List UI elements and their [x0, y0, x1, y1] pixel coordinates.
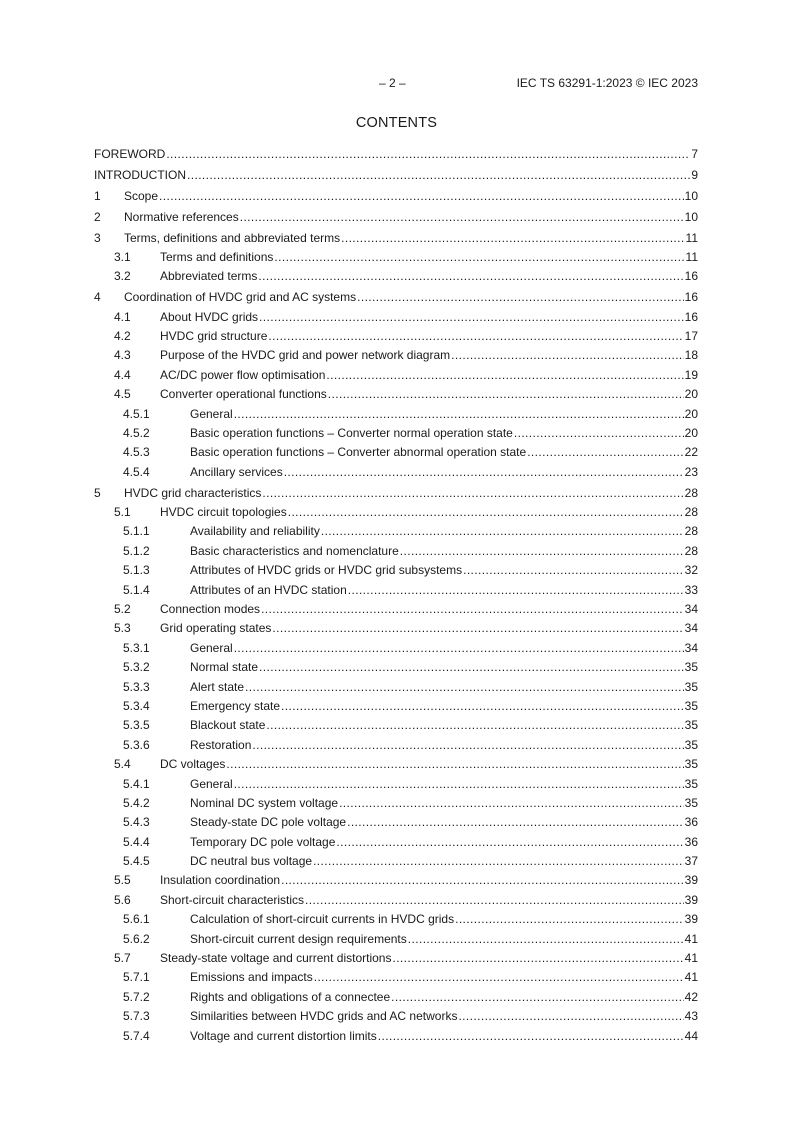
toc-entry[interactable] [94, 833, 698, 852]
toc-entry[interactable] [94, 522, 698, 541]
toc-entry[interactable] [94, 755, 698, 774]
toc-entry[interactable] [94, 775, 698, 794]
toc-entry-number: 5.7.1 [123, 970, 150, 985]
toc-entry-page: 23 [684, 464, 698, 479]
toc-entry-title: Short-circuit characteristics [160, 892, 305, 907]
toc-entry[interactable] [94, 794, 698, 813]
toc-entry-page: 37 [684, 854, 698, 869]
toc-entry-page: 11 [685, 230, 698, 245]
toc-entry-page: 36 [684, 815, 698, 830]
toc-entry-number: 5.3.6 [123, 737, 150, 752]
toc-entry[interactable] [94, 600, 698, 619]
toc-entry-number: 5.7 [114, 951, 131, 966]
toc-entry-page: 17 [684, 329, 698, 344]
toc-dot-leader [314, 968, 684, 987]
toc-entry-page: 19 [684, 367, 698, 382]
toc-entry-title: Alert state [190, 679, 245, 694]
toc-entry-page: 34 [684, 640, 698, 655]
toc-entry-number: 5 [94, 485, 101, 500]
toc-entry[interactable] [94, 891, 698, 910]
toc-entry-title: Nominal DC system voltage [190, 795, 339, 810]
toc-entry[interactable] [94, 813, 698, 832]
toc-entry-number: 5.4.3 [123, 815, 150, 830]
toc-entry-title: AC/DC power flow optimisation [160, 367, 326, 382]
toc-entry-number: 5.6.1 [123, 912, 150, 927]
toc-dot-leader [328, 385, 684, 404]
toc-entry-title: Attributes of HVDC grids or HVDC grid subsystems [190, 563, 463, 578]
toc-entry-number: 4.5.4 [123, 464, 150, 479]
toc-entry-title: Basic operation functions – Converter abnormal operation state [190, 445, 527, 460]
toc-entry-title: Ancillary services [190, 464, 283, 479]
toc-entry-page: 36 [684, 834, 698, 849]
toc-entry-title: Normative references [124, 209, 239, 224]
toc-entry-number: 5.1.4 [123, 582, 150, 597]
toc-entry[interactable] [94, 716, 698, 735]
toc-dot-leader [313, 852, 684, 871]
toc-entry[interactable] [94, 988, 698, 1007]
toc-dot-leader [272, 619, 683, 638]
toc-dot-leader [281, 697, 684, 716]
toc-entry[interactable] [94, 166, 698, 185]
toc-entry-title: Short-circuit current design requirements [190, 931, 407, 946]
toc-dot-leader [458, 1007, 683, 1026]
toc-dot-leader [259, 308, 684, 327]
toc-entry-page: 28 [684, 543, 698, 558]
toc-entry[interactable] [94, 736, 698, 755]
toc-entry-title: Voltage and current distortion limits [190, 1028, 377, 1043]
toc-entry[interactable] [94, 949, 698, 968]
toc-entry[interactable] [94, 930, 698, 949]
toc-dot-leader [266, 716, 683, 735]
toc-entry[interactable] [94, 968, 698, 987]
toc-dot-leader [341, 229, 684, 248]
toc-entry-title: Steady-state voltage and current distortions [160, 951, 392, 966]
toc-entry-title: General [190, 406, 233, 421]
toc-entry-number: 5.7.2 [123, 989, 150, 1004]
toc-entry-number: 5.4.2 [123, 795, 150, 810]
toc-entry-number: 4.5.2 [123, 425, 150, 440]
toc-entry-title: Emissions and impacts [190, 970, 313, 985]
toc-dot-leader [281, 871, 684, 890]
toc-entry-title: Basic characteristics and nomenclature [190, 543, 399, 558]
toc-dot-leader [339, 794, 684, 813]
toc-entry[interactable] [94, 871, 698, 890]
toc-entry[interactable] [94, 443, 698, 462]
toc-dot-leader [166, 145, 690, 164]
toc-entry-page: 32 [684, 563, 698, 578]
toc-entry[interactable] [94, 366, 698, 385]
contents-title: CONTENTS [355, 115, 438, 131]
toc-entry-page: 41 [684, 951, 698, 966]
toc-entry-page: 39 [684, 892, 698, 907]
toc-entry-number: 5.3.5 [123, 718, 150, 733]
toc-entry-page: 9 [691, 167, 698, 182]
toc-entry-number: 4.1 [114, 309, 131, 324]
toc-entry-page: 20 [684, 387, 698, 402]
toc-entry-number: 5.4.4 [123, 834, 150, 849]
toc-dot-leader [234, 405, 684, 424]
toc-entry-title: Restoration [190, 737, 252, 752]
toc-dot-leader [347, 813, 684, 832]
toc-entry[interactable] [94, 208, 698, 227]
toc-entry[interactable] [94, 484, 698, 503]
toc-entry-number: 5.1.3 [123, 563, 150, 578]
toc-dot-leader [408, 930, 684, 949]
toc-entry-number: 5.7.3 [123, 1009, 150, 1024]
toc-dot-leader [187, 166, 690, 185]
toc-entry-title: FOREWORD [94, 147, 166, 161]
toc-dot-leader [252, 736, 683, 755]
toc-entry-number: 5.1 [114, 505, 131, 520]
toc-entry[interactable] [94, 542, 698, 561]
toc-entry-title: About HVDC grids [160, 309, 259, 324]
toc-entry-page: 35 [684, 757, 698, 772]
toc-entry-number: 3.1 [114, 249, 131, 264]
toc-entry-page: 35 [684, 679, 698, 694]
toc-dot-leader [288, 503, 684, 522]
toc-entry-number: 4.2 [114, 329, 131, 344]
toc-entry-title: HVDC grid characteristics [124, 485, 262, 500]
toc-entry[interactable] [94, 424, 698, 443]
toc-entry-page: 35 [684, 718, 698, 733]
toc-entry-title: INTRODUCTION [94, 167, 186, 182]
toc-entry-number: 2 [94, 209, 101, 224]
toc-entry-title: Steady-state DC pole voltage [190, 815, 347, 830]
toc-dot-leader [268, 327, 683, 346]
toc-entry-page: 34 [684, 621, 698, 636]
toc-entry-title: Availability and reliability [190, 524, 320, 539]
toc-dot-leader [514, 424, 684, 443]
toc-entry[interactable] [94, 639, 698, 658]
toc-entry-title: Attributes of an HVDC station [190, 582, 347, 597]
toc-dot-leader [455, 910, 684, 929]
toc-entry-number: 5.1.1 [123, 524, 150, 539]
toc-entry-number: 4.5.3 [123, 445, 150, 460]
toc-dot-leader [463, 561, 684, 580]
toc-entry-number: 1 [94, 188, 101, 203]
toc-entry-number: 3.2 [114, 269, 131, 284]
toc-entry-number: 5.4 [114, 757, 131, 772]
toc-entry-title: Rights and obligations of a connectee [190, 989, 391, 1004]
toc-entry-page: 39 [684, 912, 698, 927]
toc-entry-title: General [190, 776, 233, 791]
toc-entry-title: Terms and definitions [160, 249, 274, 264]
toc-entry[interactable] [94, 327, 698, 346]
toc-entry-title: DC voltages [160, 757, 226, 772]
toc-entry-number: 5.3.3 [123, 679, 150, 694]
toc-entry-title: Grid operating states [160, 621, 272, 636]
toc-dot-leader [258, 267, 683, 286]
toc-entry-number: 5.3.2 [123, 660, 150, 675]
toc-entry[interactable] [94, 267, 698, 286]
toc-entry[interactable] [94, 229, 698, 248]
document-reference: IEC TS 63291-1:2023 © IEC 2023 [516, 76, 698, 90]
toc-entry-page: 28 [684, 524, 698, 539]
toc-entry-page: 20 [684, 406, 698, 421]
toc-entry[interactable] [94, 145, 698, 164]
toc-entry[interactable] [94, 1007, 698, 1026]
toc-dot-leader [245, 678, 684, 697]
toc-entry-number: 5.3 [114, 621, 131, 636]
toc-dot-leader [284, 463, 684, 482]
toc-entry-page: 16 [684, 290, 698, 305]
toc-entry[interactable] [94, 385, 698, 404]
toc-dot-leader [451, 346, 683, 365]
toc-dot-leader [234, 775, 684, 794]
toc-entry-number: 5.7.4 [123, 1028, 150, 1043]
toc-entry-title: Normal state [190, 660, 259, 675]
toc-entry-number: 4 [94, 290, 101, 305]
toc-entry-number: 4.5.1 [123, 406, 150, 421]
toc-entry-page: 28 [684, 485, 698, 500]
toc-entry-number: 5.4.1 [123, 776, 150, 791]
toc-entry[interactable] [94, 619, 698, 638]
toc-entry-page: 35 [684, 795, 698, 810]
toc-entry[interactable] [94, 248, 698, 267]
toc-entry-page: 10 [684, 188, 698, 203]
toc-entry[interactable] [94, 346, 698, 365]
toc-entry-page: 35 [684, 776, 698, 791]
toc-entry-page: 20 [684, 425, 698, 440]
toc-dot-leader [240, 208, 684, 227]
toc-entry[interactable] [94, 561, 698, 580]
toc-dot-leader [336, 833, 683, 852]
toc-entry-number: 5.2 [114, 601, 131, 616]
toc-entry-page: 11 [685, 249, 698, 264]
toc-entry-title: Insulation coordination [160, 873, 281, 888]
toc-entry[interactable] [94, 288, 698, 307]
toc-entry-page: 10 [684, 209, 698, 224]
toc-entry-number: 5.4.5 [123, 854, 150, 869]
toc-dot-leader [391, 988, 684, 1007]
toc-entry-page: 33 [684, 582, 698, 597]
toc-entry-page: 16 [684, 269, 698, 284]
toc-entry[interactable] [94, 463, 698, 482]
toc-entry-page: 18 [684, 348, 698, 363]
toc-entry-page: 35 [684, 698, 698, 713]
toc-entry-title: Coordination of HVDC grid and AC systems [124, 290, 357, 305]
toc-entry-number: 5.5 [114, 873, 131, 888]
toc-dot-leader [326, 366, 683, 385]
toc-entry-title: Converter operational functions [160, 387, 327, 402]
toc-entry[interactable] [94, 581, 698, 600]
toc-dot-leader [392, 949, 683, 968]
toc-entry[interactable] [94, 852, 698, 871]
toc-entry-number: 5.1.2 [123, 543, 150, 558]
toc-entry-title: Temporary DC pole voltage [190, 834, 336, 849]
toc-entry[interactable] [94, 308, 698, 327]
toc-entry[interactable] [94, 1027, 698, 1046]
toc-entry-title: Abbreviated terms [160, 269, 258, 284]
toc-entry-title: Connection modes [160, 601, 261, 616]
toc-entry-number: 5.3.1 [123, 640, 150, 655]
toc-entry[interactable] [94, 678, 698, 697]
toc-entry-page: 35 [684, 737, 698, 752]
toc-entry-title: HVDC circuit topologies [160, 505, 287, 520]
toc-entry[interactable] [94, 658, 698, 677]
toc-dot-leader [159, 187, 684, 206]
toc-entry[interactable] [94, 503, 698, 522]
toc-entry-page: 41 [684, 970, 698, 985]
toc-dot-leader [259, 658, 684, 677]
toc-entry[interactable] [94, 187, 698, 206]
toc-entry[interactable] [94, 405, 698, 424]
toc-entry-number: 4.5 [114, 387, 131, 402]
toc-entry-title: Blackout state [190, 718, 266, 733]
toc-entry-title: Basic operation functions – Converter normal operation state [190, 425, 513, 440]
toc-entry-page: 42 [684, 989, 698, 1004]
toc-entry-page: 44 [684, 1028, 698, 1043]
toc-entry[interactable] [94, 697, 698, 716]
toc-dot-leader [234, 639, 684, 658]
toc-entry-page: 34 [684, 601, 698, 616]
toc-dot-leader [305, 891, 684, 910]
toc-entry-page: 41 [684, 931, 698, 946]
toc-entry-page: 39 [684, 873, 698, 888]
toc-entry-page: 7 [691, 147, 698, 161]
toc-entry-title: General [190, 640, 233, 655]
toc-entry-title: Emergency state [190, 698, 281, 713]
toc-dot-leader [274, 248, 684, 267]
toc-dot-leader [348, 581, 684, 600]
toc-entry-title: Calculation of short-circuit currents in HVDC grids [190, 912, 455, 927]
page-number: – 2 – [379, 76, 406, 90]
toc-entry-page: 16 [684, 309, 698, 324]
toc-entry-title: HVDC grid structure [160, 329, 268, 344]
toc-entry-page: 43 [684, 1009, 698, 1024]
toc-entry-number: 5.6.2 [123, 931, 150, 946]
toc-entry-title: Purpose of the HVDC grid and power network diagram [160, 348, 451, 363]
page-header [0, 76, 793, 92]
toc-entry-number: 4.3 [114, 348, 131, 363]
toc-dot-leader [378, 1027, 684, 1046]
toc-entry-page: 28 [684, 505, 698, 520]
toc-entry-page: 22 [684, 445, 698, 460]
toc-entry[interactable] [94, 910, 698, 929]
toc-entry-title: Scope [124, 188, 159, 203]
toc-dot-leader [262, 484, 683, 503]
toc-entry-number: 5.6 [114, 892, 131, 907]
toc-entry-number: 5.3.4 [123, 698, 150, 713]
toc-dot-leader [226, 755, 683, 774]
toc-entry-title: Similarities between HVDC grids and AC networks [190, 1009, 458, 1024]
toc-dot-leader [261, 600, 684, 619]
table-of-contents [94, 145, 698, 1046]
toc-entry-title: Terms, definitions and abbreviated terms [124, 230, 341, 245]
toc-dot-leader [400, 542, 684, 561]
toc-dot-leader [357, 288, 684, 307]
toc-entry-number: 3 [94, 230, 101, 245]
toc-dot-leader [321, 522, 684, 541]
toc-entry-number: 4.4 [114, 367, 131, 382]
toc-entry-page: 35 [684, 660, 698, 675]
toc-dot-leader [527, 443, 683, 462]
toc-entry-title: DC neutral bus voltage [190, 854, 313, 869]
